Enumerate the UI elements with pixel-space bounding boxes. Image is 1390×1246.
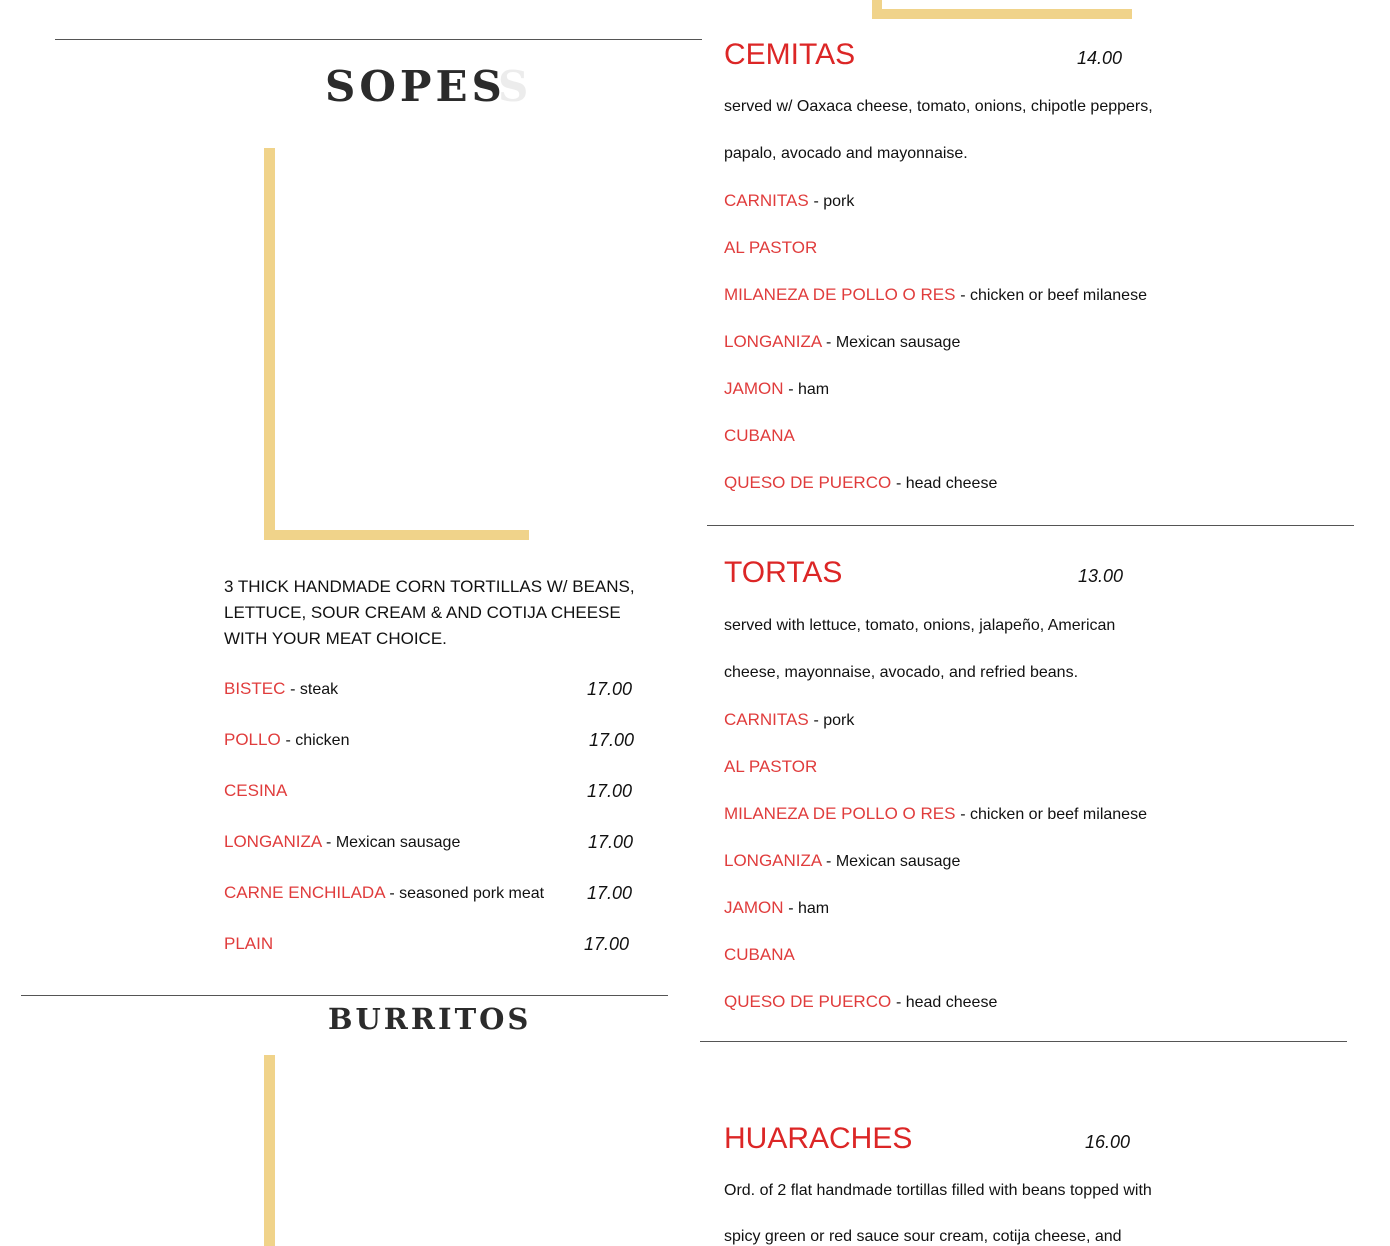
menu-item [724,191,854,211]
divider-tortas-bottom [700,1041,1347,1042]
menu-item [724,757,817,777]
sopes-bracket-vertical [264,148,275,540]
item-desc: - head cheese [895,475,998,492]
menu-item [724,945,795,965]
tortas-price: 13.00 [1078,566,1124,586]
divider-cemitas-bottom [707,525,1354,526]
item-name: QUESO DE PUERCO [724,473,892,492]
cemitas-price: 14.00 [1077,48,1123,68]
item-name: CARNITAS [724,191,809,210]
item-name: CUBANA [724,426,795,445]
item-name: BISTEC [224,679,286,698]
huaraches-price: 16.00 [1085,1132,1131,1152]
item-desc: - chicken or beef milanese [960,806,1147,823]
huaraches-desc-line2: spicy green or red sauce sour cream, cotija cheese, and [724,1228,1122,1245]
huaraches-title: HUARACHES [724,1122,913,1155]
menu-item [224,679,338,699]
divider-top-left [55,39,702,40]
item-price: 17.00 [587,781,633,801]
cemitas-desc-line2: papalo, avocado and mayonnaise. [724,145,968,162]
item-name: CUBANA [724,945,795,964]
item-name: LONGANIZA [724,332,822,351]
item-name: LONGANIZA [224,832,322,851]
burritos-bracket-vertical [264,1055,275,1246]
item-name: POLLO [224,730,281,749]
menu-item [724,426,795,446]
sopes-title: SOPES [325,62,506,111]
item-name: CARNITAS [724,710,809,729]
item-desc: - chicken or beef milanese [960,287,1147,304]
item-desc: - pork [813,193,855,210]
item-desc: - ham [788,381,830,398]
huaraches-desc-line1: Ord. of 2 flat handmade tortillas filled with beans topped with [724,1182,1152,1199]
item-name: LONGANIZA [724,851,822,870]
item-name: AL PASTOR [724,757,818,776]
menu-item [724,332,960,352]
item-name: AL PASTOR [724,238,818,257]
item-name: JAMON [724,898,784,917]
item-price: 17.00 [589,730,635,750]
item-name: PLAIN [224,934,274,953]
menu-item [724,851,960,871]
top-bracket-horizontal [872,9,1132,19]
menu-item [224,730,349,750]
menu-item [724,710,854,730]
item-desc: - steak [290,681,339,698]
divider-middle-left [21,995,668,996]
menu-item [724,285,1147,305]
menu-item [724,992,997,1012]
sopes-bracket-horizontal [264,530,529,540]
cemitas-title: CEMITAS [724,38,856,71]
sopes-description: 3 THICK HANDMADE CORN TORTILLAS W/ BEANS, LETTUCE, SOUR CREAM & AND COTIJA CHEESE WITH YOUR MEAT CHOICE. [224,577,635,648]
item-name: CESINA [224,781,288,800]
item-desc: - Mexican sausage [826,334,961,351]
menu-item [224,934,273,954]
menu-item [724,238,817,258]
item-price: 17.00 [588,832,634,852]
menu-item [724,379,829,399]
item-name: CARNE ENCHILADA [224,883,385,902]
menu-item [224,883,544,903]
tortas-desc-line2: cheese, mayonnaise, avocado, and refried beans. [724,664,1079,681]
item-price: 17.00 [587,679,633,699]
menu-item [724,473,997,493]
burritos-title: BURRITOS [328,1002,532,1036]
item-desc: - chicken [285,732,350,749]
item-desc: - Mexican sausage [326,834,461,851]
menu-item [224,781,287,801]
menu-item [724,804,1147,824]
item-name: MILANEZA DE POLLO O RES [724,804,956,823]
item-desc: - ham [788,900,830,917]
tortas-desc-line1: served with lettuce, tomato, onions, jalapeño, American [724,617,1116,634]
sopes-title-shadow: S [498,62,533,111]
menu-item [224,832,460,852]
item-desc: - head cheese [895,994,998,1011]
item-name: MILANEZA DE POLLO O RES [724,285,956,304]
item-desc: - seasoned pork meat [389,885,545,902]
item-name: QUESO DE PUERCO [724,992,892,1011]
cemitas-desc-line1: served w/ Oaxaca cheese, tomato, onions, chipotle peppers, [724,98,1153,115]
item-price: 17.00 [584,934,630,954]
menu-item [724,898,829,918]
item-price: 17.00 [587,883,633,903]
item-desc: - pork [813,712,855,729]
item-name: JAMON [724,379,784,398]
tortas-title: TORTAS [724,556,843,589]
item-desc: - Mexican sausage [826,853,961,870]
